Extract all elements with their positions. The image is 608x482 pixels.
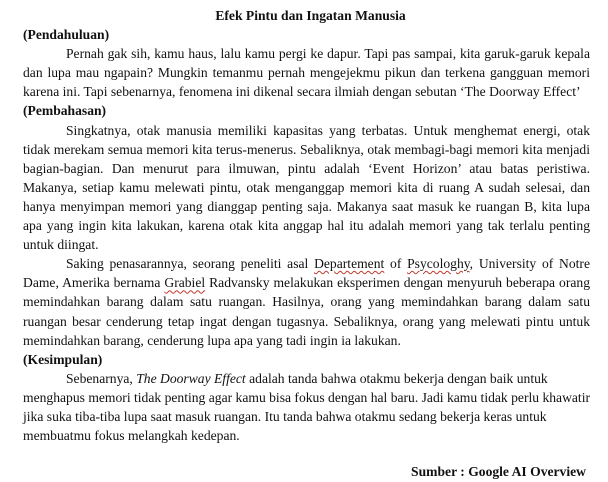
italic-term: The Doorway Effect <box>136 370 246 386</box>
section-heading-kesimpulan: (Kesimpulan) <box>23 351 103 367</box>
document-title: Efek Pintu dan Ingatan Manusia <box>215 8 406 23</box>
spellcheck-word: Psycologhy <box>407 256 470 272</box>
source-citation: Sumber : Google AI Overview <box>411 464 586 479</box>
paragraph-pembahasan-1: Singkatnya, otak manusia memiliki kapasitas yang terbatas. Untuk menghemat energi, otak tidak merekam semua memori kita terus-menerus. Sebaliknya, otak membagi-bagi memori kita menjadi bagian-bagian. Dan menurut para ilmuwan, pintu adalah ‘Event Horizon’ atau batas peristiwa. Makanya, setiap kamu melewati pintu, otak menganggap memori kita di ruang A sudah selesai, dan hanya menyimpan memori yang dianggap penting saja. Makanya saat masuk ke ruangan B, kita lupa apa yang ingin kita lakukan, karena otak kita anggap hal itu adalah memori yang tak terlalu penting untuk diingat. <box>23 122 590 253</box>
text-run: of <box>384 256 408 272</box>
paragraph-pendahuluan: Pernah gak sih, kamu haus, lalu kamu pergi ke dapur. Tapi pas sampai, kita garuk-garuk kepala dan lupa mau ngapain? Mungkin temanmu pernah mengejekmu pikun dan terkena gangguan memori karena ini. Tapi sebenarnya, fenomena ini dikenal secara ilmiah dengan sebutan ‘The Doorway Effect’ <box>23 46 590 100</box>
paragraph-pembahasan-2 <box>23 254 590 349</box>
text-run: , University of Notre Dame, Amerika bernama <box>23 256 590 291</box>
text-run: Radvansky melakukan eksperimen dengan menyuruh beberapa orang memindahkan barang dalam satu ruangan. Hasilnya, orang yang memindahkan barang dalam satu ruangan besar cenderung tetap ingat dengan tugasnya. Sebaliknya, orang yang melewati pintu untuk memindahkan barang, cenderung lupa apa yang tadi ingin ia lakukan. <box>23 275 591 348</box>
section-heading-pembahasan: (Pembahasan) <box>23 103 107 119</box>
text-run: Saking penasarannya, seorang peneliti asal <box>66 256 315 272</box>
paragraph-kesimpulan <box>23 369 590 445</box>
section-heading-pendahuluan: (Pendahuluan) <box>23 27 110 43</box>
text-run: adalah tanda bahwa otakmu bekerja dengan baik untuk menghapus memori tidak penting agar kamu bisa fokus dengan hal baru. Jadi kamu tidak perlu khawatir jika suka tiba-tiba lupa saat masuk ruangan. Itu tanda bahwa otakmu sedang bekerja keras untuk membuatmu fokus melangkah kedepan. <box>23 370 591 444</box>
spellcheck-word: Departement <box>314 256 385 272</box>
text-run: Sebenarnya, <box>66 370 137 386</box>
spellcheck-word: Grabiel <box>164 275 206 291</box>
